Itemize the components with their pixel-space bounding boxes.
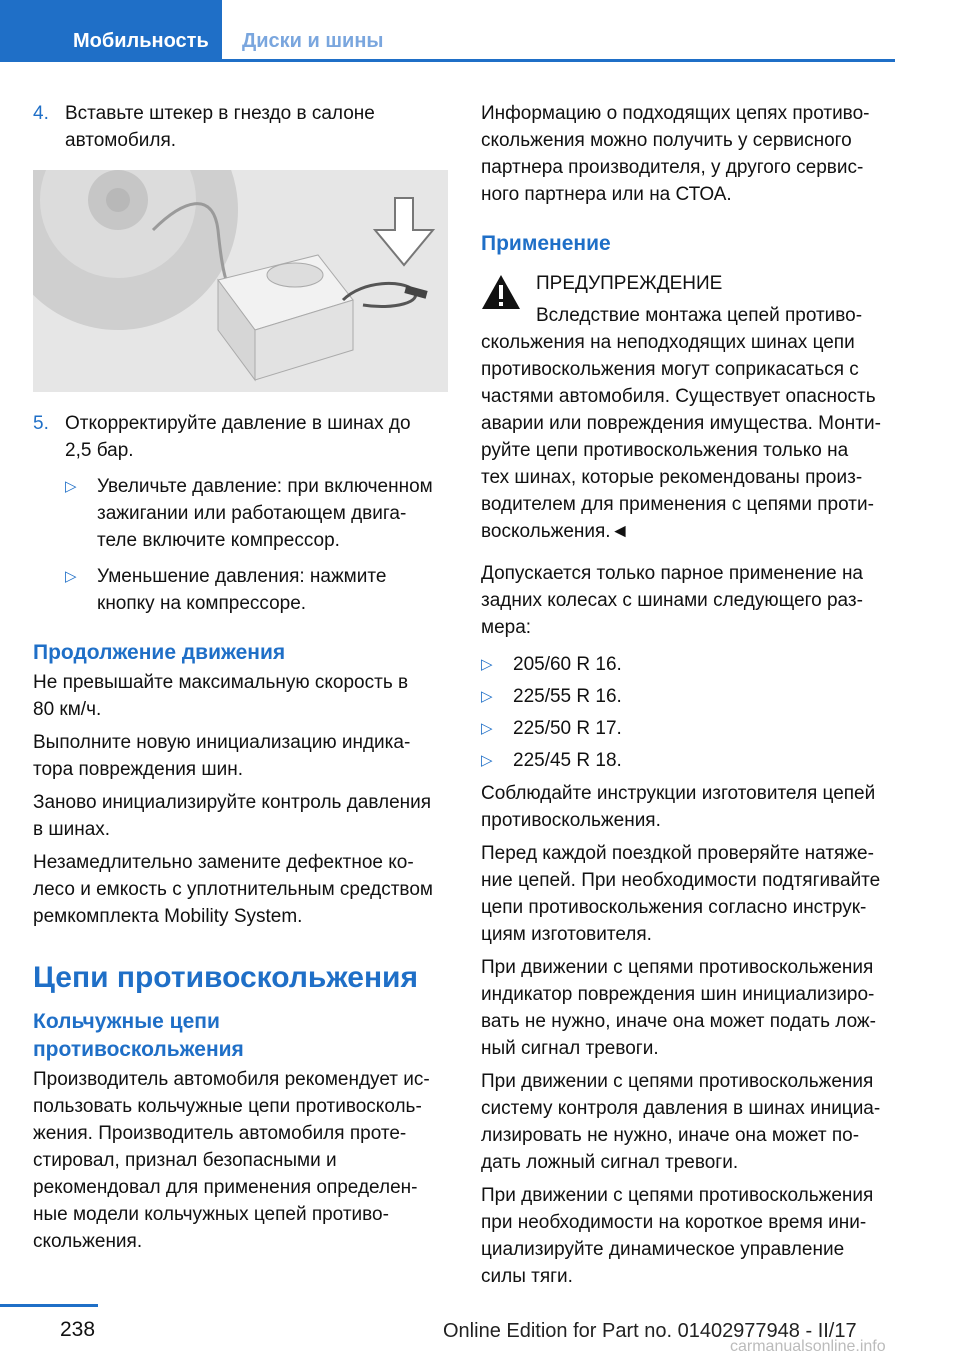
warning-box (481, 270, 896, 545)
paragraph (481, 100, 896, 208)
warning-text-line: воскольжения.◄ (481, 521, 630, 542)
step-text-line: 2,5 бар. (65, 440, 134, 461)
tire-size: 225/55 R 16. (513, 686, 622, 707)
footer-rule (0, 1304, 98, 1307)
warning-text-line: частями автомобиля. Существует опасность (481, 386, 876, 407)
paragraph-line: Соблюдайте инструкции изготовителя цепей (481, 783, 876, 804)
warning-text-line: тех шинах, которые рекомендованы произ- (481, 467, 863, 488)
watermark: carmanualsonline.info (730, 1338, 886, 1355)
warning-text-line: противоскольжения могут соприкасаться с (481, 359, 859, 380)
paragraph-line: 80 км/ч. (33, 699, 102, 720)
list-item-line: Увеличьте давление: при включенном (97, 476, 433, 497)
section-tab-wheels-tires: Диски и шины (242, 30, 384, 52)
warning-text-line: аварии или повреждения имущества. Монти- (481, 413, 881, 434)
triangle-bullet-icon: ▷ (65, 568, 77, 585)
section-tab-mobility: Мобильность (0, 0, 222, 62)
paragraph-line: пользовать кольчужные цепи противосколь- (33, 1096, 422, 1117)
page-header (0, 0, 895, 62)
paragraph-line: При движении с цепями противоскольжения (481, 1185, 874, 1206)
edition-note: Online Edition for Part no. 01402977948 - II/17 (443, 1320, 857, 1342)
paragraph-line: Не превышайте максимальную скорость в (33, 672, 409, 693)
triangle-bullet-icon: ▷ (481, 688, 493, 705)
paragraph-line: мера: (481, 617, 532, 638)
warning-triangle-icon (481, 274, 521, 310)
list-item (65, 563, 448, 617)
paragraph-line: Производитель автомобиля рекомендует ис- (33, 1069, 430, 1090)
paragraph-line: рекомендовал для применения определен- (33, 1177, 418, 1198)
paragraph-line: партнера производителя, у другого сервис- (481, 157, 864, 178)
paragraph-line: тора повреждения шин. (33, 759, 244, 780)
paragraph-line: При движении с цепями противоскольжения (481, 1071, 874, 1092)
paragraph-line: Информацию о подходящих цепях противо- (481, 103, 870, 124)
paragraph (481, 1068, 896, 1176)
compressor-illustration (33, 170, 448, 392)
warning-text-line: скольжения на неподходящих шинах цепи (481, 332, 855, 353)
list-item (481, 747, 896, 774)
paragraph-line: ного партнера или на СТОА. (481, 184, 732, 205)
warning-title: ПРЕДУПРЕЖДЕНИЕ (536, 273, 723, 294)
paragraph-line: Допускается только парное применение на (481, 563, 864, 584)
paragraph (33, 669, 448, 723)
list-item (481, 683, 896, 710)
step-text-line: Откорректируйте давление в шинах до (65, 413, 411, 434)
left-column (33, 100, 448, 1255)
step-number: 5. (33, 413, 49, 434)
paragraph-line: ные модели кольчужных цепей противо- (33, 1204, 389, 1225)
tire-size: 225/45 R 18. (513, 750, 622, 771)
paragraph (33, 729, 448, 783)
compressor-photo-graphic (33, 170, 448, 392)
chain-subheading-line: противоскольжения (33, 1038, 244, 1061)
paragraph-line: вать не нужно, иначе она может подать лож- (481, 1011, 876, 1032)
paragraph (481, 780, 896, 834)
list-item-line: кнопку на компрессоре. (97, 593, 307, 614)
step-number: 4. (33, 103, 49, 124)
step-text-line: автомобиля. (65, 130, 177, 151)
paragraph-line: индикатор повреждения шин инициализиро- (481, 984, 875, 1005)
paragraph-line: задних колесах с шинами следующего раз- (481, 590, 863, 611)
step-4 (33, 100, 448, 154)
list-item (65, 473, 448, 554)
paragraph-line: противоскольжения. (481, 810, 661, 831)
list-item (481, 715, 896, 742)
paragraph-line: цепи противоскольжения согласно инструк- (481, 897, 867, 918)
tire-size: 205/60 R 16. (513, 654, 622, 675)
paragraph-line: при необходимости на короткое время ини- (481, 1212, 867, 1233)
step-text-line: Вставьте штекер в гнездо в салоне (65, 103, 375, 124)
chain-subheading (33, 1008, 448, 1064)
warning-text-line: водителем для применения с цепями проти- (481, 494, 874, 515)
list-item (481, 651, 896, 678)
paragraph-line: скольжения. (33, 1231, 143, 1252)
paragraph (33, 789, 448, 843)
paragraph (33, 849, 448, 930)
paragraph-line: дать ложный сигнал тревоги. (481, 1152, 739, 1173)
tire-size: 225/50 R 17. (513, 718, 622, 739)
paragraph (33, 1066, 448, 1255)
paragraph-line: в шинах. (33, 819, 111, 840)
warning-text-line: руйте цепи противоскольжения только на (481, 440, 849, 461)
header-rule (0, 59, 895, 62)
paragraph-line: Незамедлительно замените дефектное ко- (33, 852, 414, 873)
list-item-line: зажигании или работающем двига- (97, 503, 407, 524)
chain-subheading-line: Кольчужные цепи (33, 1010, 220, 1033)
paragraph-line: стировал, признал безопасными и (33, 1150, 337, 1171)
paragraph-line: ный сигнал тревоги. (481, 1038, 659, 1059)
paragraph (481, 560, 896, 641)
usage-heading: Применение (481, 232, 611, 255)
paragraph (481, 954, 896, 1062)
warning-text-first: Вследствие монтажа цепей противо- (536, 305, 863, 326)
paragraph-line: лизировать не нужно, иначе она может по- (481, 1125, 860, 1146)
paragraph (481, 840, 896, 948)
page-number: 238 (60, 1318, 96, 1341)
paragraph-line: скольжения можно получить у сервисного (481, 130, 852, 151)
paragraph-line: лесо и емкость с уплотнительным средством (33, 879, 433, 900)
triangle-bullet-icon: ▷ (481, 656, 493, 673)
list-item-line: Уменьшение давления: нажмите (97, 566, 387, 587)
paragraph-line: Заново инициализируйте контроль давления (33, 792, 432, 813)
paragraph-line: ремкомплекта Mobility System. (33, 906, 303, 927)
paragraph-line: силы тяги. (481, 1266, 573, 1287)
right-column (481, 100, 896, 1290)
paragraph-line: циям изготовителя. (481, 924, 652, 945)
paragraph-line: При движении с цепями противоскольжения (481, 957, 874, 978)
paragraph-line: ние цепей. При необходимости подтягивайте (481, 870, 881, 891)
paragraph-line: жения. Производитель автомобиля проте- (33, 1123, 407, 1144)
paragraph-line: циализируйте динамическое управление (481, 1239, 845, 1260)
snow-chains-heading: Цепи противоскольжения (33, 961, 419, 994)
step-5 (33, 410, 448, 464)
paragraph-line: Перед каждой поездкой проверяйте натяже- (481, 843, 874, 864)
continue-driving-heading: Продолжение движения (33, 641, 286, 664)
paragraph (481, 1182, 896, 1290)
paragraph-line: систему контроля давления в шинах инициа- (481, 1098, 881, 1119)
triangle-bullet-icon: ▷ (65, 478, 77, 495)
triangle-bullet-icon: ▷ (481, 752, 493, 769)
triangle-bullet-icon: ▷ (481, 720, 493, 737)
list-item-line: теле включите компрессор. (97, 530, 340, 551)
paragraph-line: Выполните новую инициализацию индика- (33, 732, 411, 753)
